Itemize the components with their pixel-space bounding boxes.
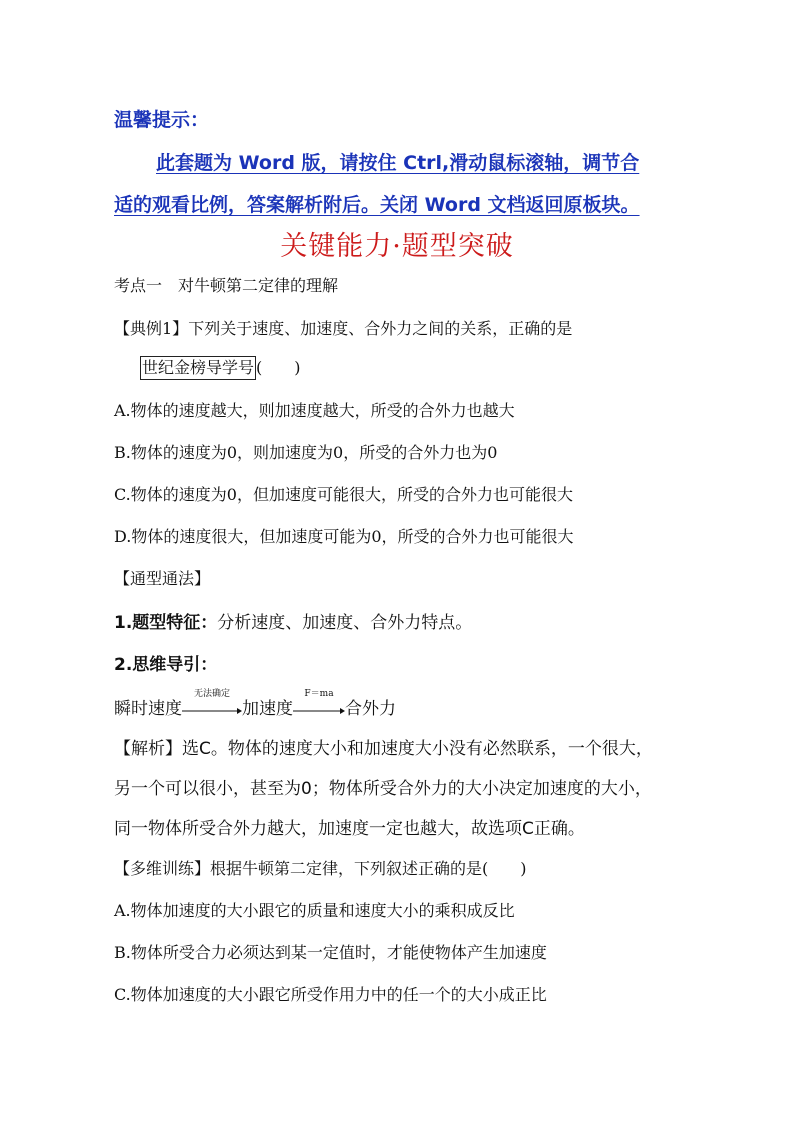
example1-tag: 【典例1】	[114, 319, 189, 338]
kaodian-heading: 考点一 对牛顿第二定律的理解	[114, 276, 339, 295]
flow-node-acceleration: 加速度	[242, 699, 293, 719]
analysis-line-1	[114, 734, 653, 759]
tip-line-1: 此套题为 Word 版，请按住 Ctrl,滑动鼠标滚轴，调节合	[156, 152, 640, 174]
example1-question-line	[114, 316, 572, 339]
example1-paren: ( )	[256, 358, 301, 377]
training-option-a: A.物体加速度的大小跟它的质量和速度大小的乘积成反比	[114, 901, 515, 920]
example1-question: 下列关于速度、加速度、合外力之间的关系，正确的是	[188, 319, 573, 338]
flow-arrow-1-label: 无法确定	[193, 689, 230, 699]
section-title: 关键能力·题型突破	[280, 231, 514, 262]
method-item-2-label: 2.思维导引：	[114, 655, 218, 675]
method-item-1-text: 分析速度、加速度、合外力特点。	[217, 613, 473, 633]
method-item-1	[114, 608, 472, 633]
training-question-line	[114, 856, 527, 879]
flow-arrow-1	[182, 689, 242, 719]
method-item-1-label: 1.题型特征：	[114, 613, 218, 633]
example1-option-d: D.物体的速度很大，但加速度可能为0，所受的合外力也可能很大	[114, 527, 574, 546]
training-option-b: B.物体所受合力必须达到某一定值时，才能使物体产生加速度	[114, 943, 547, 962]
flow-arrow-2-label: F＝ma	[304, 689, 334, 699]
example1-source-line	[140, 355, 301, 380]
method-tag: 【通型通法】	[114, 569, 211, 588]
example1-option-b: B.物体的速度为0，则加速度为0，所受的合外力也为0	[114, 443, 498, 462]
example1-option-a: A.物体的速度越大，则加速度越大，所受的合外力也越大	[114, 401, 515, 420]
flow-node-instant-velocity: 瞬时速度	[114, 699, 182, 719]
flow-arrow-2	[293, 689, 345, 719]
tip-line-2: 适的观看比例，答案解析附后。关闭 Word 文档返回原板块。	[114, 194, 640, 216]
tip-title: 温馨提示：	[114, 109, 210, 131]
source-badge: 世纪金榜导学号	[140, 356, 256, 380]
arrow-right-icon	[293, 702, 345, 714]
training-tag: 【多维训练】	[114, 859, 211, 878]
example1-option-c: C.物体的速度为0，但加速度可能很大，所受的合外力也可能很大	[114, 485, 573, 504]
analysis-line-2: 另一个可以很小，甚至为0；物体所受合外力的大小决定加速度的大小，	[114, 779, 652, 799]
training-option-c: C.物体加速度的大小跟它所受作用力中的任一个的大小成正比	[114, 985, 547, 1004]
flow-node-net-force: 合外力	[345, 699, 396, 719]
analysis-text-1: 选C。物体的速度大小和加速度大小没有必然联系，一个很大，	[182, 739, 653, 759]
thinking-flow	[114, 689, 396, 719]
analysis-line-3: 同一物体所受合外力越大，加速度一定也越大，故选项C正确。	[114, 819, 585, 839]
training-question: 根据牛顿第二定律，下列叙述正确的是( )	[210, 859, 527, 878]
arrow-right-icon	[182, 702, 242, 714]
analysis-tag: 【解析】	[114, 739, 182, 759]
